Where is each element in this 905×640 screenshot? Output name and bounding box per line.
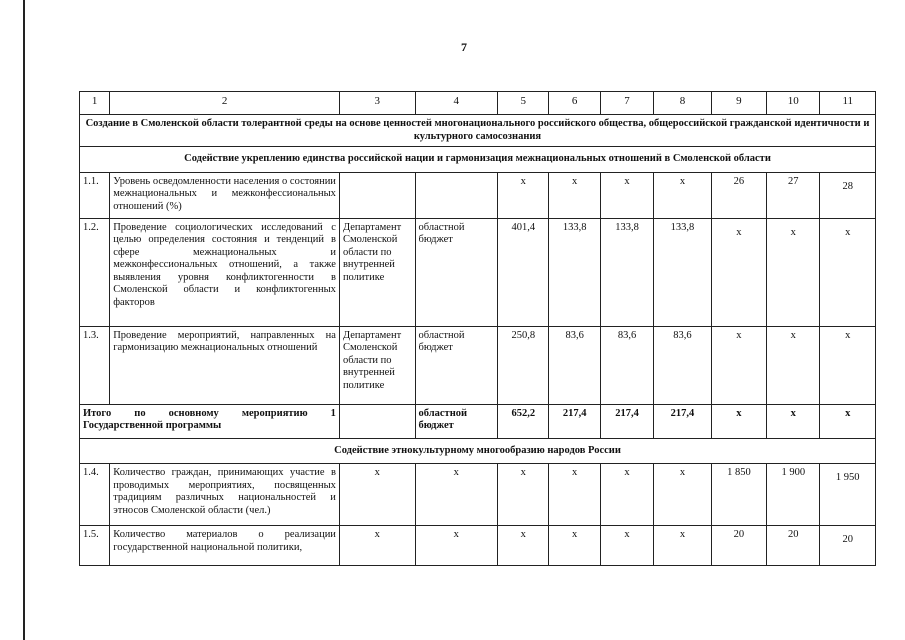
cell-value: x <box>498 464 549 526</box>
cell-value: x <box>549 172 600 218</box>
cell-value: x <box>767 218 820 326</box>
column-header: 11 <box>820 92 876 115</box>
column-header: 4 <box>415 92 498 115</box>
subsection-title: Содействие этнокультурному многообразию народов России <box>80 438 876 464</box>
cell-value: x <box>498 526 549 566</box>
total-row <box>80 404 876 438</box>
row-executor: x <box>339 464 415 526</box>
table-row <box>80 464 876 526</box>
cell-value: 1 950 <box>820 464 876 526</box>
cell-value: x <box>549 464 600 526</box>
table-row <box>80 526 876 566</box>
cell-value: x <box>820 326 876 404</box>
row-executor: Департамент Смоленской области по внутренней политике <box>339 218 415 326</box>
cell-value: 217,4 <box>654 404 711 438</box>
cell-value: x <box>767 326 820 404</box>
row-number: 1.5. <box>80 526 110 566</box>
subsection-title: Содействие укреплению единства российской нации и гармонизация межнациональных отношений в Смоленской области <box>80 147 876 173</box>
cell-value: 133,8 <box>549 218 600 326</box>
goal-row <box>80 115 876 147</box>
row-source: областной бюджет <box>415 326 498 404</box>
cell-value: 83,6 <box>600 326 653 404</box>
cell-value: 133,8 <box>654 218 711 326</box>
row-source: x <box>415 464 498 526</box>
cell-value: 217,4 <box>549 404 600 438</box>
cell-value: 1 900 <box>767 464 820 526</box>
column-header: 2 <box>110 92 340 115</box>
cell-value: x <box>600 464 653 526</box>
table-row <box>80 218 876 326</box>
column-number-header-row <box>80 92 876 115</box>
row-source: областной бюджет <box>415 218 498 326</box>
cell-value: 83,6 <box>654 326 711 404</box>
cell-value: x <box>600 172 653 218</box>
column-header: 10 <box>767 92 820 115</box>
column-header: 5 <box>498 92 549 115</box>
row-executor: Департамент Смоленской области по внутренней политике <box>339 326 415 404</box>
row-name: Количество граждан, принимающих участие в проводимых мероприятиях, посвященных традициям различных национальностей и этносов Смоленской области (чел.) <box>110 464 340 526</box>
column-header: 6 <box>549 92 600 115</box>
program-table <box>79 91 876 566</box>
row-name: Проведение социологических исследований с целью определения состояния и тенденций в сфере межнациональных и межконфессиональных отношений, а также выявления уровня конфликтогенности в Смоленской области и конфликтогенных факторов <box>110 218 340 326</box>
row-number: 1.1. <box>80 172 110 218</box>
cell-value: 20 <box>820 526 876 566</box>
cell-value: 217,4 <box>600 404 653 438</box>
row-number: 1.2. <box>80 218 110 326</box>
row-executor: x <box>339 526 415 566</box>
column-header: 3 <box>339 92 415 115</box>
column-header: 8 <box>654 92 711 115</box>
page-number: 7 <box>461 40 467 54</box>
cell-value: 20 <box>711 526 766 566</box>
cell-value: 133,8 <box>600 218 653 326</box>
row-name: Количество материалов о реализации государственной национальной политики, <box>110 526 340 566</box>
cell-value: 401,4 <box>498 218 549 326</box>
cell-value: x <box>820 218 876 326</box>
cell-value: x <box>820 404 876 438</box>
row-number: 1.3. <box>80 326 110 404</box>
row-source: x <box>415 526 498 566</box>
cell-value: x <box>654 464 711 526</box>
row-name: Проведение мероприятий, направленных на гармонизацию межнациональных отношений <box>110 326 340 404</box>
row-name: Уровень осведомленности населения о состоянии межнациональных и межконфессиональных отношений (%) <box>110 172 340 218</box>
cell-value: x <box>711 326 766 404</box>
cell-value: 1 850 <box>711 464 766 526</box>
row-number: 1.4. <box>80 464 110 526</box>
cell-value: x <box>767 404 820 438</box>
cell-value: 26 <box>711 172 766 218</box>
cell-value: 20 <box>767 526 820 566</box>
cell-value: x <box>600 526 653 566</box>
cell-value: 83,6 <box>549 326 600 404</box>
row-executor <box>339 172 415 218</box>
table-row <box>80 172 876 218</box>
total-label: Итого по основному мероприятию 1 Государственной программы <box>80 404 340 438</box>
total-source: областной бюджет <box>415 404 498 438</box>
cell-value: x <box>711 218 766 326</box>
cell-value: x <box>711 404 766 438</box>
cell-value: 652,2 <box>498 404 549 438</box>
cell-value: x <box>654 526 711 566</box>
page-left-edge-rule <box>23 0 25 640</box>
column-header: 7 <box>600 92 653 115</box>
goal-title: Создание в Смоленской области толерантной среды на основе ценностей многонационального российского общества, общероссийской гражданской идентичности и культурного самосознания <box>80 115 876 147</box>
cell-value: x <box>498 172 549 218</box>
cell-value: 250,8 <box>498 326 549 404</box>
total-executor <box>339 404 415 438</box>
cell-value: 28 <box>820 172 876 218</box>
column-header: 1 <box>80 92 110 115</box>
cell-value: 27 <box>767 172 820 218</box>
subsection-row <box>80 147 876 173</box>
subsection-row <box>80 438 876 464</box>
column-header: 9 <box>711 92 766 115</box>
row-source <box>415 172 498 218</box>
cell-value: x <box>654 172 711 218</box>
table-row <box>80 326 876 404</box>
cell-value: x <box>549 526 600 566</box>
